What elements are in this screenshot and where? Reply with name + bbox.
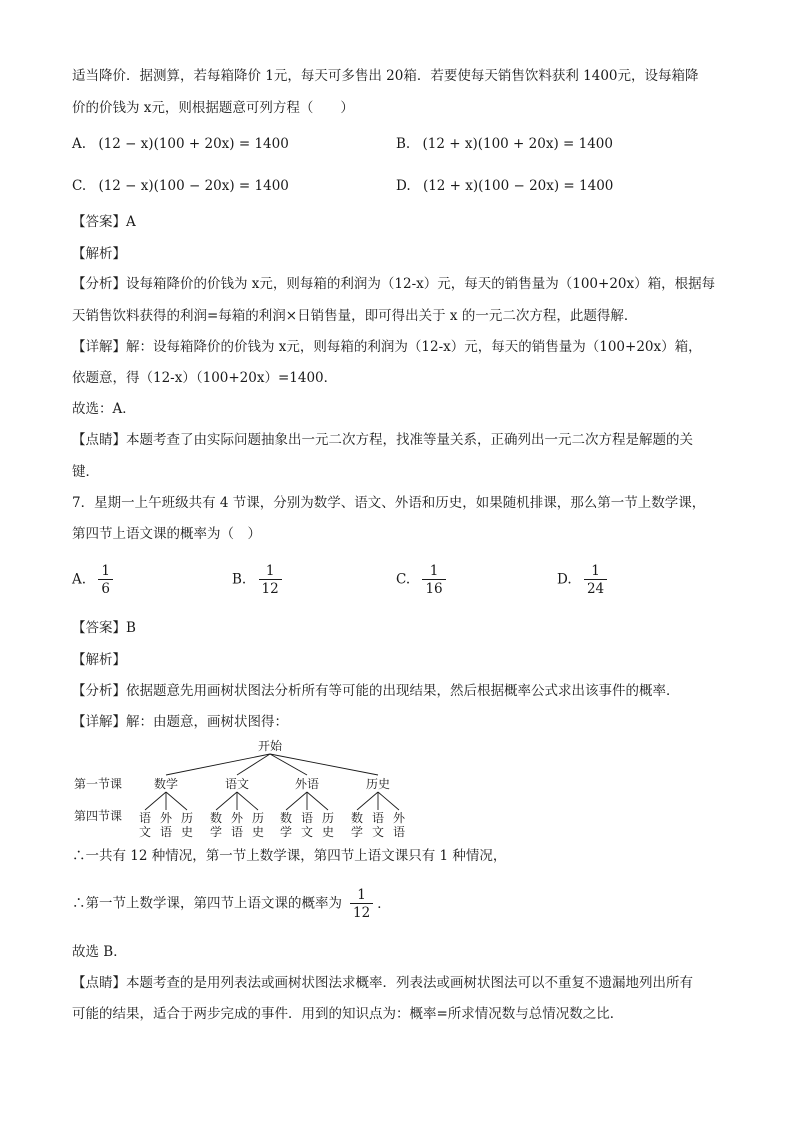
option-expression: (12 + x)(100 + 20x) = 1400 bbox=[422, 136, 613, 152]
fraction-numerator: 1 bbox=[265, 563, 275, 579]
fraction-denominator: 12 bbox=[350, 903, 373, 921]
fraction-numerator: 1 bbox=[591, 563, 600, 579]
tree-branch bbox=[307, 792, 328, 810]
tree-node-fourth: 语 bbox=[138, 811, 152, 825]
q7-analysis-heading: 【解析】 bbox=[72, 652, 126, 668]
q6-dianjing-line1: 【点睛】本题考查了由实际问题抽象出一元二次方程，找准等量关系，正确列出一元二次方程是解题的关 bbox=[72, 432, 693, 448]
option-expression: (12 − x)(100 + 20x) = 1400 bbox=[98, 136, 289, 152]
tree-node-fourth: 语 bbox=[392, 825, 406, 839]
q7-dianjing-line1: 【点睛】本题考查的是用列表法或画树状图法求概率．列表法或画树状图法可以不重复不遗漏地列出所有 bbox=[72, 975, 693, 991]
tree-node-fourth: 文 bbox=[138, 825, 152, 839]
tree-node-fourth: 学 bbox=[209, 825, 223, 839]
tree-node-fourth: 历 bbox=[321, 811, 335, 825]
conclusion-fraction bbox=[350, 887, 373, 921]
tree-branch bbox=[166, 754, 270, 775]
option-expression: (12 − x)(100 − 20x) = 1400 bbox=[98, 178, 289, 194]
option-label: D. bbox=[396, 178, 411, 194]
tree-branch bbox=[357, 792, 378, 810]
option-label: C. bbox=[396, 571, 411, 588]
fraction-denominator: 16 bbox=[422, 579, 445, 597]
option-label: A. bbox=[72, 136, 87, 152]
option-label: B. bbox=[396, 136, 411, 152]
tree-node-fourth: 文 bbox=[300, 825, 314, 839]
tree-node-fourth: 数 bbox=[279, 811, 293, 825]
tree-node-fourth: 语 bbox=[371, 811, 385, 825]
tree-row-label-first: 第一节课 bbox=[74, 777, 123, 791]
q7-xiangjie: 【详解】解：由题意，画树状图得： bbox=[72, 714, 288, 730]
tree-branch bbox=[378, 792, 399, 810]
q7-conclusion-line2 bbox=[72, 887, 391, 921]
q6-xiangjie-line1: 【详解】解：设每箱降价的价钱为 x元，则每箱的利润为（12-x）元，每天的销售量为（100+20x）箱， bbox=[72, 339, 702, 355]
tree-branch bbox=[216, 792, 237, 810]
tree-branch bbox=[270, 754, 378, 775]
q6-fenxi-line1: 【分析】设每箱降价的价钱为 x元，则每箱的利润为（12-x）元，每天的销售量为（100+20x）箱，根据每 bbox=[72, 276, 716, 292]
tree-node-fourth: 学 bbox=[350, 825, 364, 839]
tree-branch bbox=[145, 792, 166, 810]
conclusion-period: ． bbox=[377, 895, 391, 912]
tree-node-first: 语文 bbox=[224, 777, 250, 791]
tree-node-fourth: 外 bbox=[230, 811, 244, 825]
q7-stem-line2: 第四节上语文课的概率为（ ） bbox=[72, 526, 261, 542]
fraction-denominator: 6 bbox=[98, 579, 113, 597]
option-label: D. bbox=[557, 571, 572, 588]
tree-branch bbox=[286, 792, 307, 810]
q6-fenxi-line2: 天销售饮料获得的利润=每箱的利润×日销售量，即可得出关于 x 的一元二次方程，此题得解． bbox=[72, 308, 638, 324]
fraction-numerator: 1 bbox=[357, 887, 366, 903]
q7-fenxi: 【分析】依据题意先用画树状图法分析所有等可能的出现结果，然后根据概率公式求出该事件的概率． bbox=[72, 683, 680, 699]
tree-labels bbox=[74, 738, 406, 839]
q7-choose: 故选 B． bbox=[72, 944, 127, 960]
q6-answer: 【答案】A bbox=[72, 214, 136, 230]
option-label: B. bbox=[232, 571, 247, 588]
q6-stem-line1: 适当降价．据测算，若每箱降价 1元，每天可多售出 20箱．若要使每天销售饮料获利 1400元，设每箱降 bbox=[72, 68, 699, 84]
tree-node-first: 历史 bbox=[365, 777, 391, 791]
fraction-denominator: 24 bbox=[584, 579, 607, 597]
q6-xiangjie-line2: 依题意，得（12-x）（100+20x）=1400． bbox=[72, 370, 338, 386]
option-label: C. bbox=[72, 178, 87, 194]
q6-choose: 故选：A． bbox=[72, 401, 136, 417]
tree-node-fourth: 历 bbox=[180, 811, 194, 825]
fraction-numerator: 1 bbox=[101, 563, 110, 579]
tree-node-fourth: 历 bbox=[251, 811, 265, 825]
q7-stem-line1: 7．星期一上午班级共有 4 节课，分别为数学、语文、外语和历史，如果随机排课，那么第一节上数学课， bbox=[72, 495, 706, 511]
tree-node-first: 数学 bbox=[153, 777, 179, 791]
tree-root: 开始 bbox=[257, 739, 283, 753]
tree-node-fourth: 史 bbox=[321, 825, 335, 839]
q7-answer: 【答案】B bbox=[72, 620, 136, 636]
conclusion-text: ∴第一节上数学课，第四节上语文课的概率为 bbox=[72, 895, 342, 912]
q7-dianjing-line2: 可能的结果，适合于两步完成的事件．用到的知识点为：概率=所求情况数与总情况数之比． bbox=[72, 1006, 624, 1022]
fraction-denominator: 12 bbox=[259, 579, 282, 597]
tree-node-fourth: 语 bbox=[159, 825, 173, 839]
tree-node-fourth: 数 bbox=[209, 811, 223, 825]
option-expression: (12 + x)(100 − 20x) = 1400 bbox=[422, 178, 614, 194]
option-label: A. bbox=[72, 571, 87, 588]
tree-row-label-fourth: 第四节课 bbox=[74, 809, 123, 823]
tree-branch bbox=[237, 792, 258, 810]
tree-node-fourth: 数 bbox=[350, 811, 364, 825]
tree-node-fourth: 语 bbox=[300, 811, 314, 825]
fraction-numerator: 1 bbox=[429, 563, 439, 579]
tree-node-fourth: 外 bbox=[392, 811, 406, 825]
tree-node-fourth: 外 bbox=[159, 811, 173, 825]
q6-analysis-heading: 【解析】 bbox=[72, 246, 126, 262]
tree-node-fourth: 语 bbox=[230, 825, 244, 839]
q6-dianjing-line2: 键． bbox=[72, 464, 99, 480]
tree-branch bbox=[166, 792, 187, 810]
q6-stem-line2: 价的价钱为 x元，则根据题意可列方程（ ） bbox=[72, 100, 354, 116]
tree-branch-lines bbox=[145, 754, 399, 810]
tree-node-fourth: 学 bbox=[279, 825, 293, 839]
tree-node-first: 外语 bbox=[294, 777, 320, 791]
q7-conclusion-line1: ∴一共有 12 种情况，第一节上数学课，第四节上语文课只有 1 种情况， bbox=[72, 848, 507, 864]
tree-node-fourth: 史 bbox=[251, 825, 265, 839]
tree-node-fourth: 史 bbox=[180, 825, 194, 839]
tree-node-fourth: 文 bbox=[371, 825, 385, 839]
